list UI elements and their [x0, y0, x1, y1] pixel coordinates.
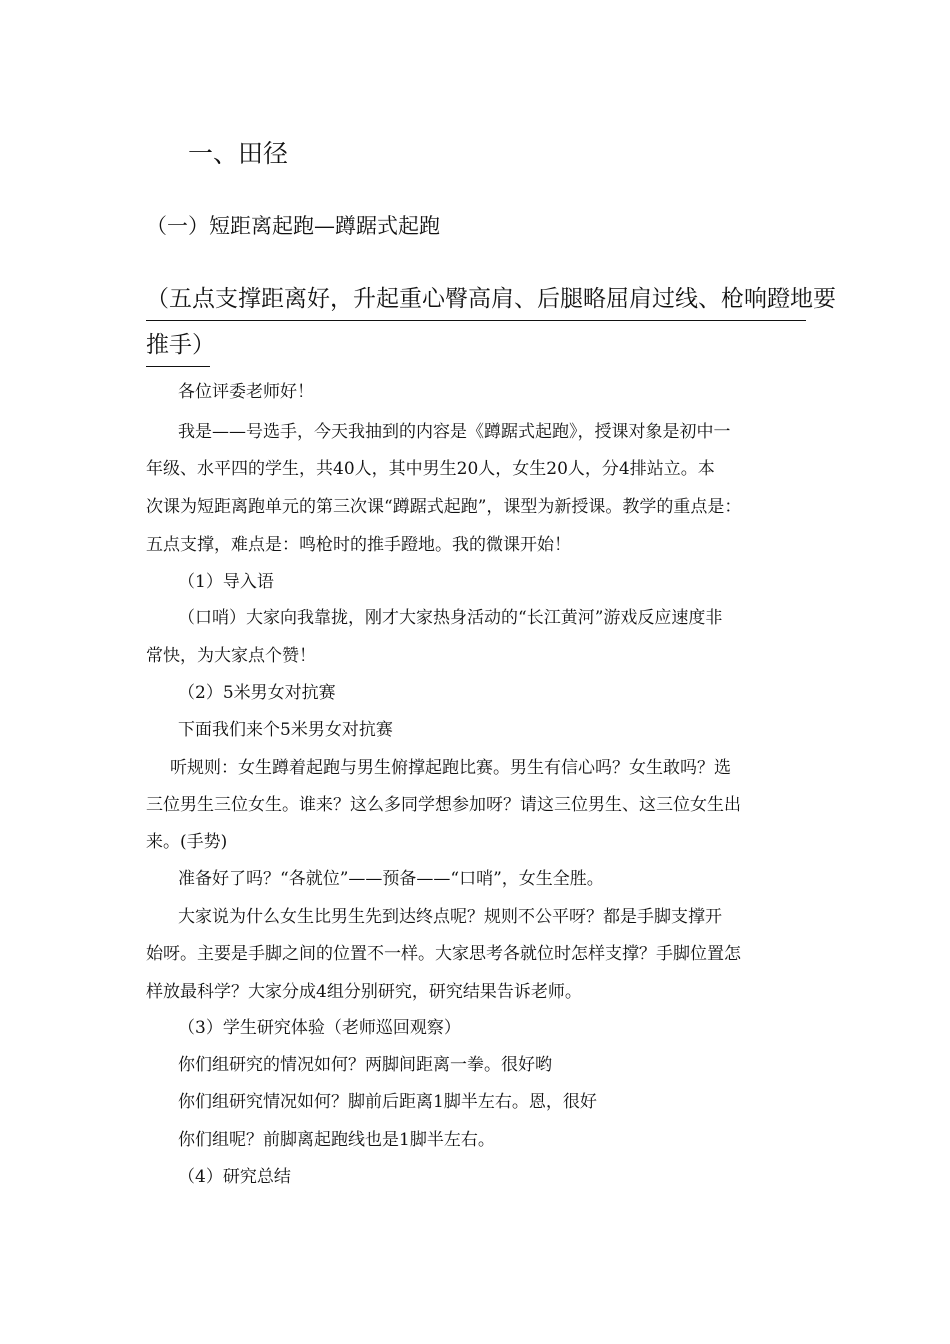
step-heading: （2）5米男女对抗赛 — [178, 683, 336, 703]
section-heading: 一、田径 — [188, 139, 289, 168]
body-line: 下面我们来个5米男女对抗赛 — [178, 720, 393, 740]
intro-line: 我是——号选手，今天我抽到的内容是《蹲踞式起跑》，授课对象是初中一 — [178, 422, 731, 442]
body-line: 三位男生三位女生。谁来？这么多同学想参加呀？请这三位男生、这三位女生出 — [146, 795, 741, 815]
body-line: 听规则：女生蹲着起跑与男生俯撑起跑比赛。男生有信心吗？女生敢吗？选 — [170, 758, 731, 778]
subsection-heading: （一）短距离起跑—蹲踞式起跑 — [146, 214, 440, 238]
body-line: 始呀。主要是手脚之间的位置不一样。大家思考各就位时怎样支撑？手脚位置怎 — [146, 944, 741, 964]
intro-line: 年级、水平四的学生，共40人，其中男生20人，女生20人，分4排站立。本 — [146, 459, 715, 479]
body-line: 来。(手势) — [146, 832, 228, 852]
body-line: 常快，为大家点个赞！ — [146, 646, 316, 666]
body-line: 你们组呢？前脚离起跑线也是1脚半左右。 — [178, 1130, 495, 1150]
greeting-line: 各位评委老师好！ — [178, 382, 314, 402]
body-line: 你们组研究的情况如何？两脚间距离一拳。很好哟 — [178, 1055, 552, 1075]
key-points-note-line-1: （五点支撑距离好，升起重心臀高肩、后腿略屈肩过线、枪响蹬地要 — [146, 282, 806, 321]
body-line: 样放最科学？大家分成4组分别研究，研究结果告诉老师。 — [146, 982, 582, 1002]
key-points-note-line-2: 推手） — [146, 328, 210, 367]
body-line: 准备好了吗？“各就位”——预备——“口哨”，女生全胜。 — [178, 869, 604, 889]
body-line: 你们组研究情况如何？脚前后距离1脚半左右。恩，很好 — [178, 1092, 597, 1112]
body-line: （口哨）大家向我靠拢，刚才大家热身活动的“长江黄河”游戏反应速度非 — [178, 608, 723, 628]
body-line: 大家说为什么女生比男生先到达终点呢？规则不公平呀？都是手脚支撑开 — [178, 907, 722, 927]
step-heading: （1）导入语 — [178, 572, 274, 592]
step-heading: （4）研究总结 — [178, 1167, 291, 1187]
intro-line: 五点支撑，难点是：鸣枪时的推手蹬地。我的微课开始！ — [146, 535, 571, 555]
step-heading: （3）学生研究体验（老师巡回观察） — [178, 1018, 461, 1038]
intro-line: 次课为短距离跑单元的第三次课“蹲踞式起跑”，课型为新授课。教学的重点是： — [146, 497, 742, 517]
